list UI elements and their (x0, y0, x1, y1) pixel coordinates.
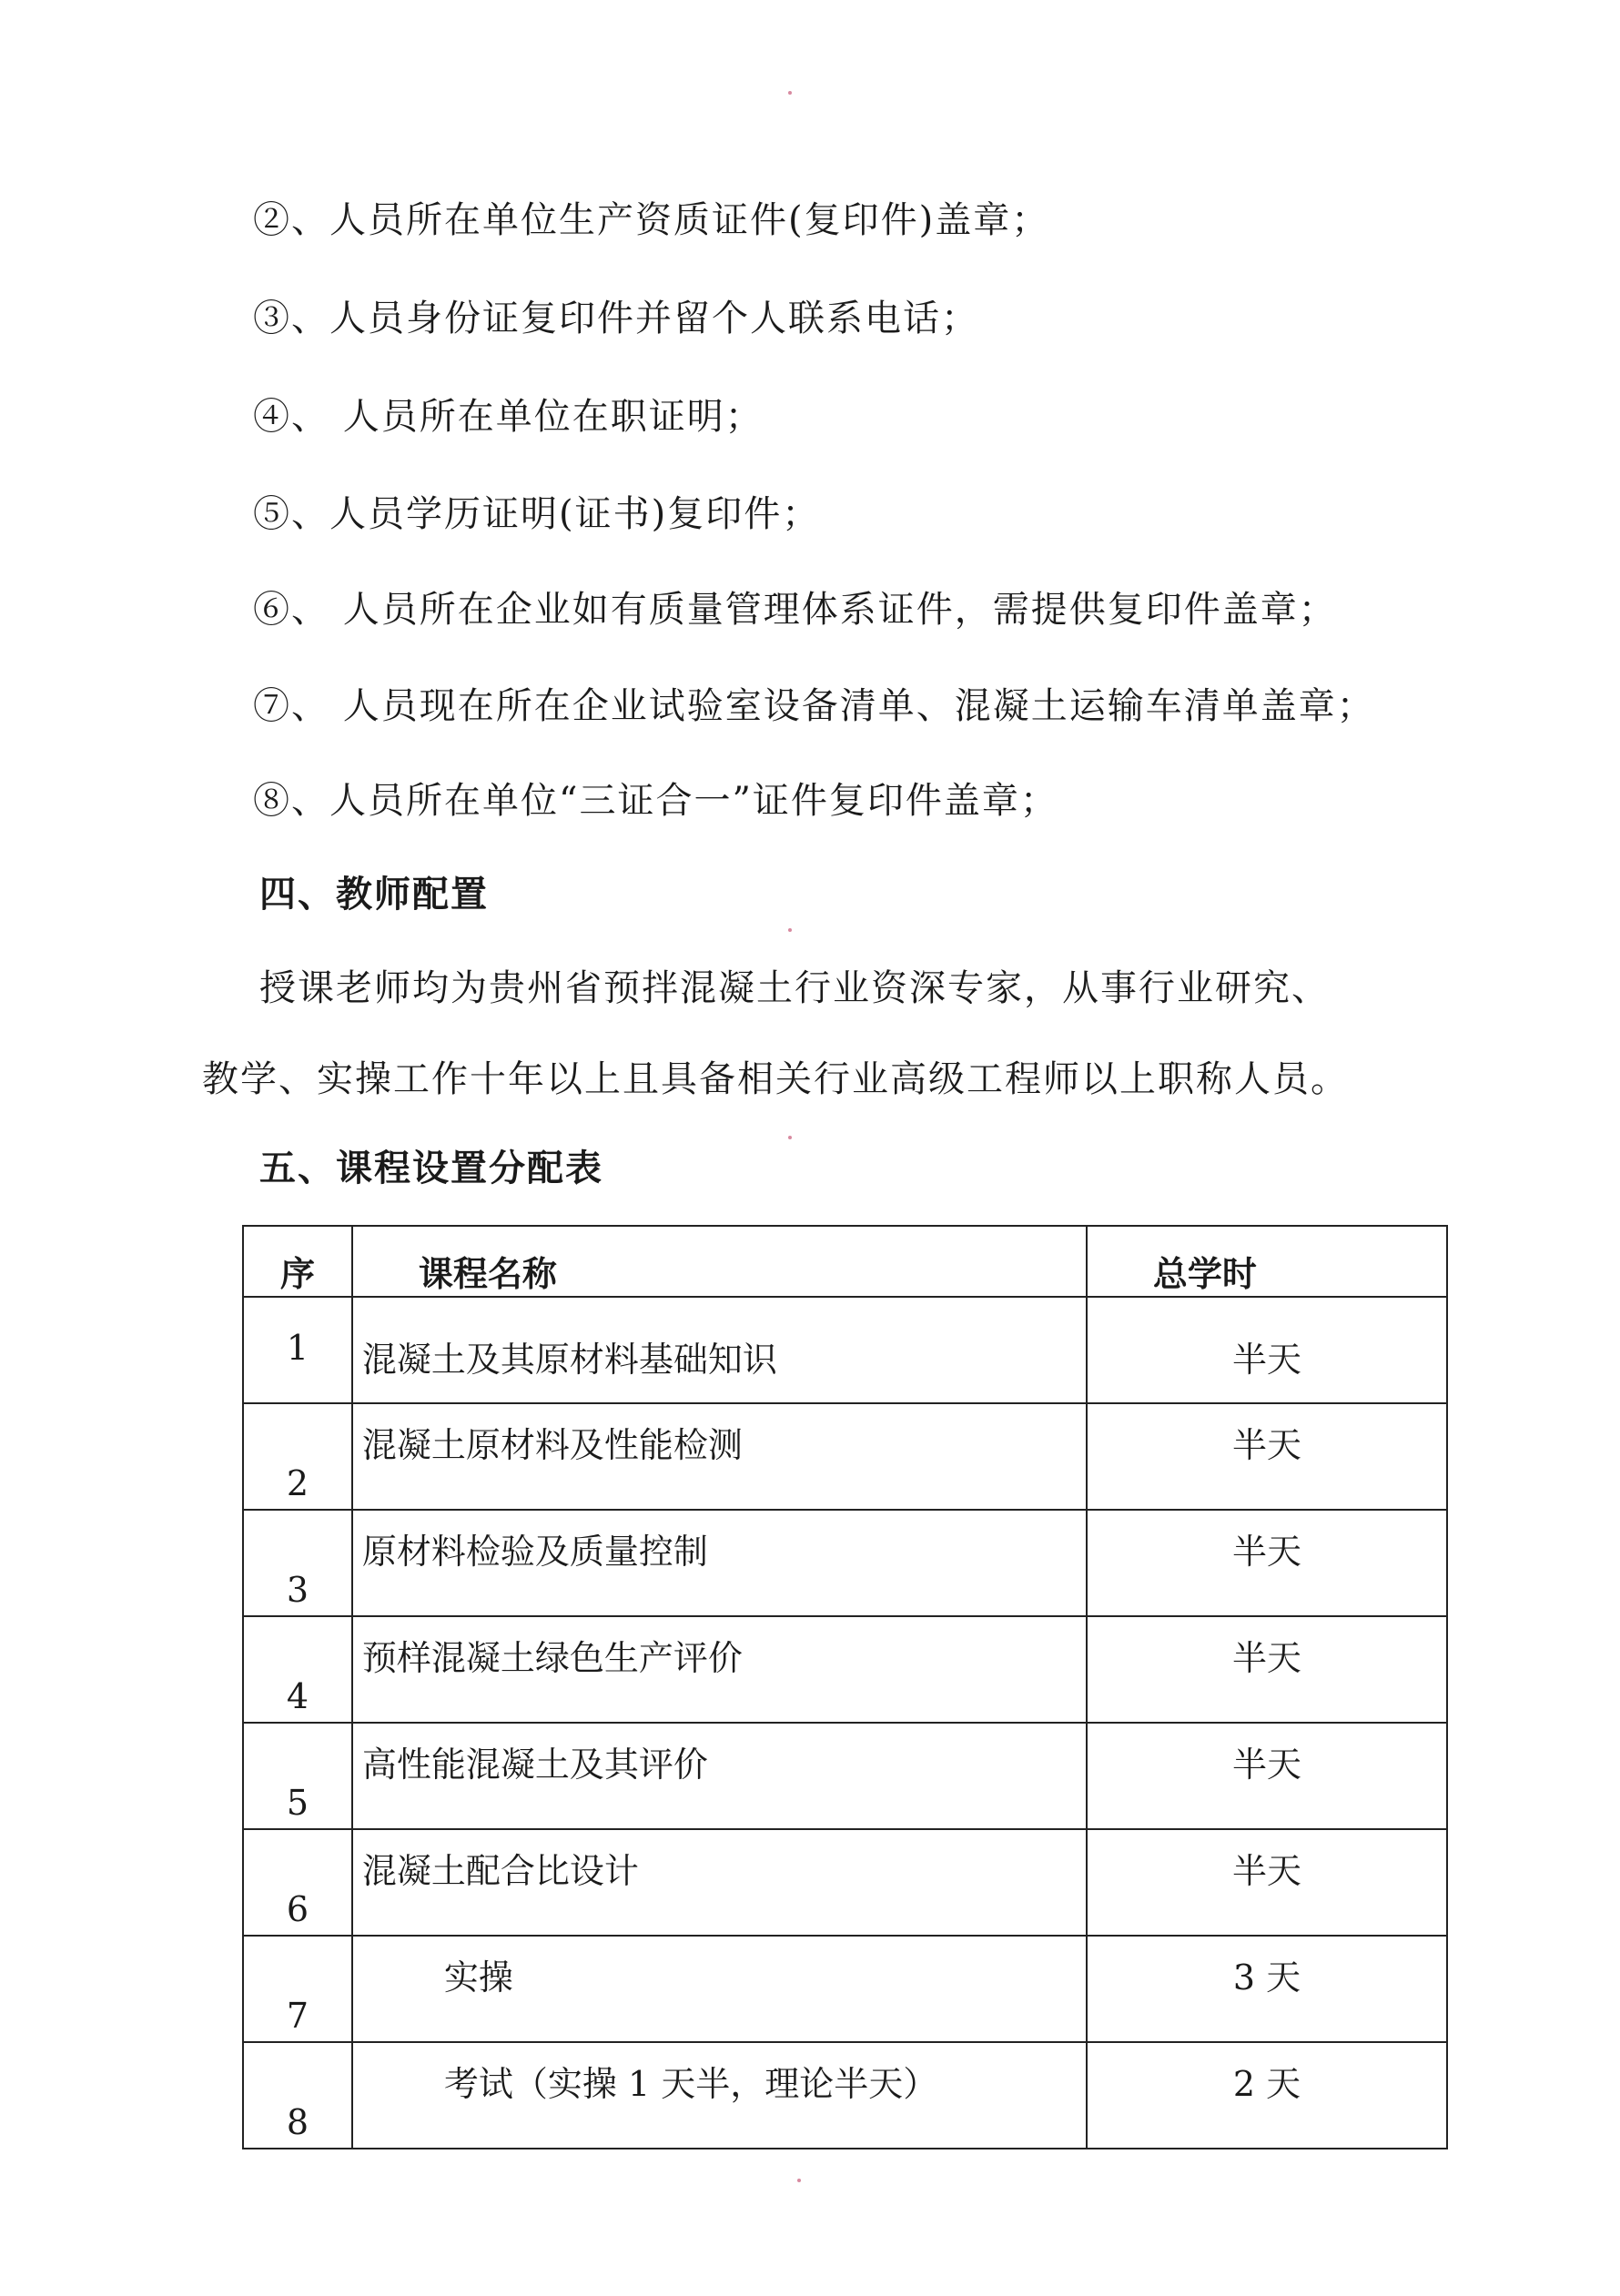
table-row (243, 1403, 1447, 1510)
row-course-name: 实操 (352, 1936, 1087, 2042)
row-course-name: 原材料检验及质量控制 (352, 1510, 1087, 1616)
header-total-hours: 总学时 (1087, 1226, 1447, 1297)
row-total-hours: 2 天 (1087, 2042, 1447, 2149)
teachers-paragraph-line-1: 授课老师均为贵州省预拌混凝土行业资深专家，从事行业研究、 (259, 967, 1330, 1009)
row-course-name: 混凝土配合比设计 (352, 1829, 1087, 1936)
row-total-hours: 半天 (1087, 1616, 1447, 1723)
header-seq: 序 (243, 1226, 352, 1297)
row-course-name: 预样混凝土绿色生产评价 (352, 1616, 1087, 1723)
row-course-name: 混凝土原材料及性能检测 (352, 1403, 1087, 1510)
requirement-item-5: ⑤、人员学历证明(证书)复印件； (253, 493, 821, 535)
table-row (243, 1829, 1447, 1936)
row-course-name: 高性能混凝土及其评价 (352, 1723, 1087, 1829)
row-seq: 1 (243, 1297, 352, 1403)
scan-mark (788, 91, 792, 95)
row-seq: 5 (243, 1723, 352, 1829)
section-heading-teachers: 四、教师配置 (259, 873, 489, 915)
table-row (243, 1616, 1447, 1723)
row-total-hours: 半天 (1087, 1297, 1447, 1403)
requirement-item-6: ⑥、 人员所在企业如有质量管理体系证件，需提供复印件盖章； (253, 589, 1337, 631)
row-seq: 4 (243, 1616, 352, 1723)
row-course-name: 混凝土及其原材料基础知识 (352, 1297, 1087, 1403)
course-table (242, 1225, 1448, 2149)
teachers-paragraph-line-2: 教学、实操工作十年以上且具备相关行业高级工程师以上职称人员。 (202, 1058, 1349, 1100)
row-total-hours: 半天 (1087, 1510, 1447, 1616)
scan-mark (788, 928, 792, 932)
requirement-item-4: ④、 人员所在单位在职证明； (253, 396, 764, 438)
row-course-name: 考试（实操 1 天半，理论半天） (352, 2042, 1087, 2149)
row-total-hours: 半天 (1087, 1829, 1447, 1936)
section-heading-courses: 五、课程设置分配表 (259, 1147, 603, 1189)
requirement-item-7: ⑦、 人员现在所在企业试验室设备清单、混凝土运输车清单盖章； (253, 685, 1375, 727)
table-row (243, 1936, 1447, 2042)
scan-mark (797, 2179, 801, 2182)
table-row (243, 1510, 1447, 1616)
table-row (243, 1723, 1447, 1829)
table-row (243, 2042, 1447, 2149)
requirement-item-8: ⑧、人员所在单位“三证合一”证件复印件盖章； (253, 780, 1058, 822)
row-total-hours: 3 天 (1087, 1936, 1447, 2042)
header-course-name: 课程名称 (352, 1226, 1087, 1297)
row-total-hours: 半天 (1087, 1403, 1447, 1510)
table-header-row (243, 1226, 1447, 1297)
requirement-item-3: ③、人员身份证复印件并留个人联系电话； (253, 298, 979, 339)
requirement-item-2: ②、人员所在单位生产资质证件(复印件)盖章； (253, 199, 1050, 241)
row-seq: 3 (243, 1510, 352, 1616)
scan-mark (788, 1136, 792, 1139)
row-seq: 2 (243, 1403, 352, 1510)
row-seq: 6 (243, 1829, 352, 1936)
row-total-hours: 半天 (1087, 1723, 1447, 1829)
row-seq: 8 (243, 2042, 352, 2149)
row-seq: 7 (243, 1936, 352, 2042)
table-row (243, 1297, 1447, 1403)
